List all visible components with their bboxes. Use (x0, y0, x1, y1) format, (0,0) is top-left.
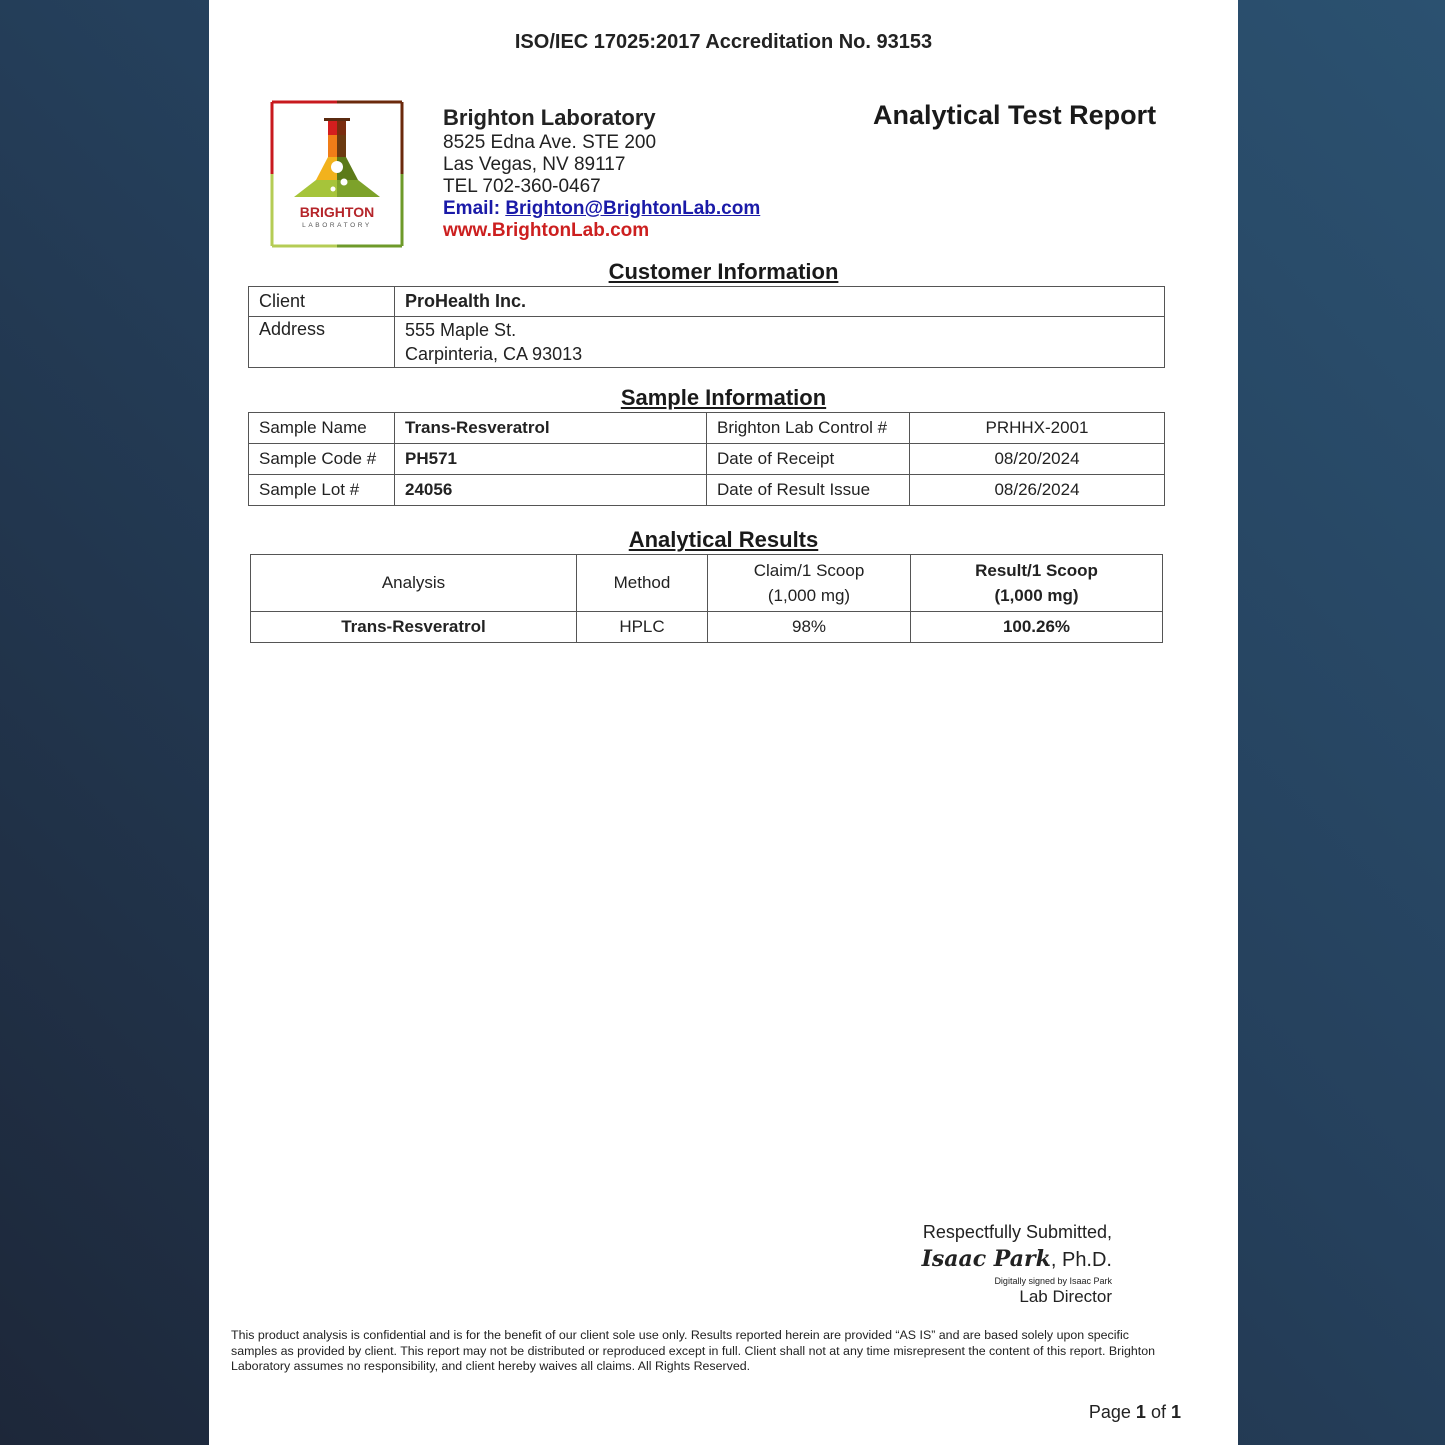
lab-control-value: PRHHX-2001 (910, 413, 1165, 444)
result-cell: 100.26% (911, 612, 1163, 643)
table-row (249, 475, 1165, 506)
sample-code-value: PH571 (395, 444, 707, 475)
sample-name-value: Trans-Resveratrol (395, 413, 707, 444)
report-page (209, 0, 1238, 1445)
analysis-cell: Trans-Resveratrol (251, 612, 577, 643)
header-claim-line2: (1,000 mg) (767, 586, 851, 605)
disclaimer-text: This product analysis is confidential and is for the benefit of our client sole use only. Results reported herein are provided “AS IS” and are based solely upon specific samples as provided by client. This report may not be distributed or reproduced except in full. Client shall not at any time misrepresent the content of this report. Brighton Laboratory assumes no responsibility, and client hereby waives all claims. All Rights Reserved. (231, 1328, 1156, 1373)
lab-address-line2: Las Vegas, NV 89117 (443, 154, 626, 175)
lab-address-line1: 8525 Edna Ave. STE 200 (443, 132, 657, 153)
address-line2: Carpinteria, CA 93013 (405, 344, 583, 364)
digital-signature-note: Digitally signed by Isaac Park (994, 1276, 1112, 1286)
page-prefix: Page (1088, 1402, 1131, 1422)
header-claim-line1: Claim/1 Scoop (753, 561, 865, 580)
header-method: Method (577, 555, 708, 612)
signature-block (922, 1220, 1112, 1307)
table-row (249, 413, 1165, 444)
respectfully-submitted: Respectfully Submitted, (922, 1222, 1112, 1242)
sample-code-label: Sample Code # (249, 444, 395, 475)
table-row (249, 287, 1165, 317)
brighton-logo (270, 100, 404, 248)
lab-control-label: Brighton Lab Control # (707, 413, 910, 444)
table-row (249, 317, 1165, 368)
signer-name-row (922, 1244, 1112, 1275)
logo-brand-name: BRIGHTON (299, 204, 375, 220)
page-of: of (1150, 1402, 1166, 1422)
date-issue-label: Date of Result Issue (707, 475, 910, 506)
results-table (250, 554, 1163, 643)
lab-contact-block (443, 104, 760, 242)
method-cell: HPLC (577, 612, 708, 643)
client-label: Client (249, 287, 395, 317)
report-title: Analytical Test Report (873, 100, 1157, 130)
email-label: Email: (443, 198, 501, 219)
date-receipt-label: Date of Receipt (707, 444, 910, 475)
table-header-row (251, 555, 1163, 612)
customer-info-title: Customer Information (608, 259, 839, 284)
header-result-line2: (1,000 mg) (994, 586, 1079, 605)
results-title: Analytical Results (628, 527, 819, 552)
signer-title: Lab Director (1019, 1287, 1112, 1306)
table-row (249, 444, 1165, 475)
flask-logo-icon (270, 100, 404, 248)
sample-lot-label: Sample Lot # (249, 475, 395, 506)
date-receipt-value: 08/20/2024 (910, 444, 1165, 475)
signature-script: Isaac Park (921, 1246, 1051, 1272)
table-row (251, 612, 1163, 643)
sample-lot-value: 24056 (395, 475, 707, 506)
header-result-line1: Result/1 Scoop (975, 561, 1098, 580)
sample-info-table (248, 412, 1165, 506)
signer-degree: , Ph.D. (1050, 1249, 1112, 1271)
header-claim (708, 555, 911, 612)
email-link[interactable]: Brighton@BrightonLab.com (505, 198, 761, 219)
page-current: 1 (1135, 1402, 1146, 1422)
lab-email-row (443, 198, 760, 220)
header-analysis: Analysis (251, 555, 577, 612)
lab-name: Brighton Laboratory (443, 105, 656, 130)
claim-cell: 98% (708, 612, 911, 643)
address-label: Address (249, 317, 395, 368)
lab-phone: TEL 702-360-0467 (443, 176, 601, 197)
website-link[interactable]: www.BrightonLab.com (443, 220, 650, 241)
accreditation-header: ISO/IEC 17025:2017 Accreditation No. 93153 (514, 31, 933, 53)
page-number (1089, 1402, 1181, 1423)
logo-brand-subtitle: LABORATORY (302, 222, 372, 229)
client-value: ProHealth Inc. (395, 287, 1165, 317)
header-result (911, 555, 1163, 612)
date-issue-value: 08/26/2024 (910, 475, 1165, 506)
address-line1: 555 Maple St. (405, 320, 517, 340)
sample-info-title: Sample Information (620, 385, 827, 410)
customer-info-table (248, 286, 1165, 368)
page-total: 1 (1170, 1402, 1181, 1422)
address-value (395, 317, 1165, 368)
sample-name-label: Sample Name (249, 413, 395, 444)
